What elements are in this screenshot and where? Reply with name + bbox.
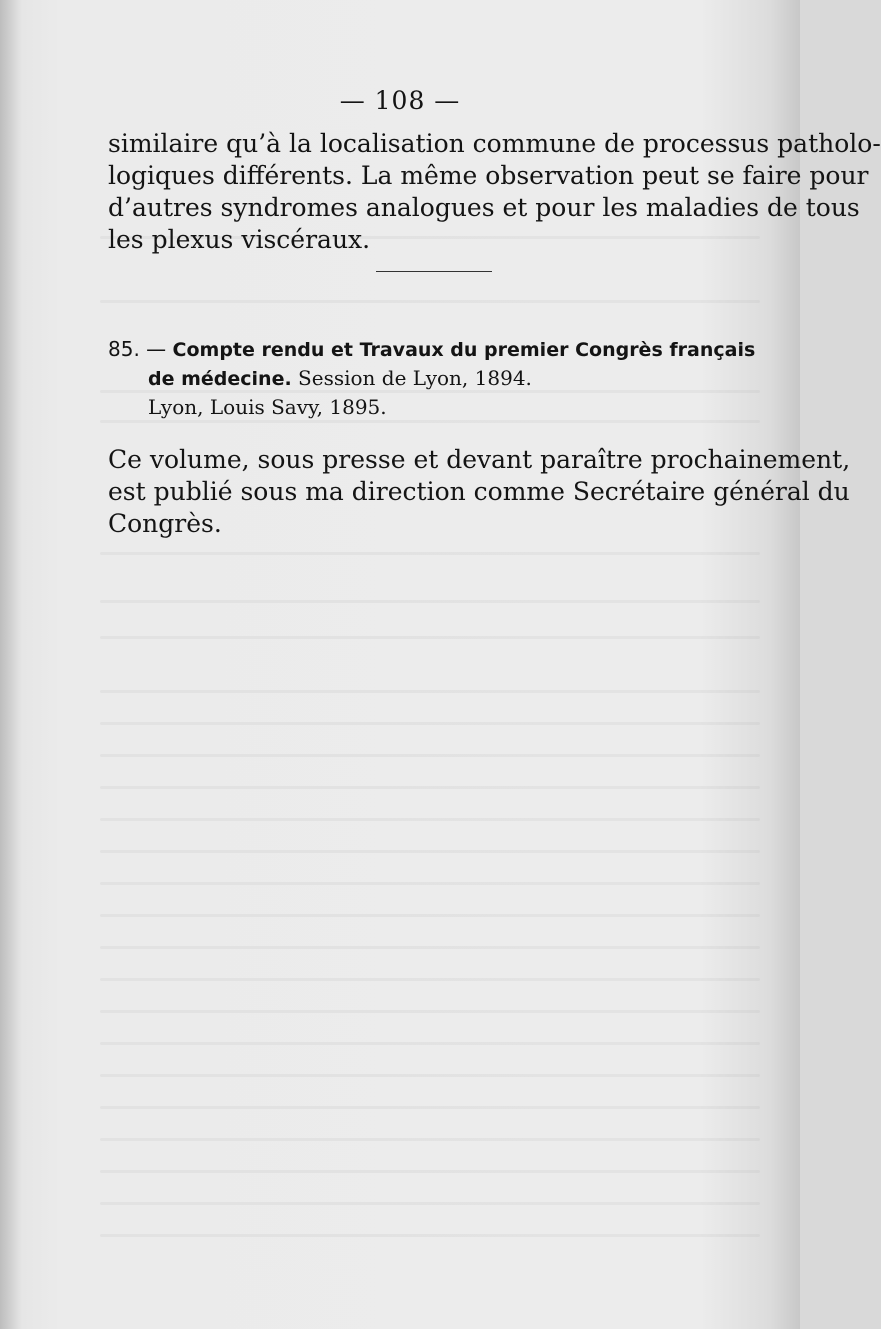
- bleed-through-line: [100, 600, 760, 603]
- text-line: similaire qu’à la localisation commune de processus patholo-: [108, 129, 881, 158]
- text-line: les plexus viscéraux.: [108, 225, 371, 254]
- bleed-through-line: [100, 1234, 760, 1237]
- entry-description: [108, 444, 851, 540]
- section-divider: [376, 271, 492, 272]
- bleed-through-line: [100, 722, 760, 725]
- entry-title: Compte rendu et Travaux du premier Congrès français: [172, 339, 756, 361]
- bleed-through-line: [100, 690, 760, 693]
- entry-publisher: Lyon, Louis Savy, 1895.: [148, 395, 387, 419]
- bleed-through-line: [100, 1138, 760, 1141]
- bleed-through-line: [100, 636, 760, 639]
- entry-second-line: [108, 364, 756, 393]
- bleed-through-line: [100, 818, 760, 821]
- bleed-through-line: [100, 754, 760, 757]
- entry-title-continuation: de médecine.: [148, 368, 292, 390]
- text-line: logiques différents. La même observation peut se faire pour: [108, 161, 869, 190]
- text-line: Congrès.: [108, 509, 222, 538]
- bleed-through-line: [100, 1074, 760, 1077]
- bleed-through-line: [100, 1170, 760, 1173]
- page-number: — 108 —: [339, 86, 461, 115]
- bleed-through-line: [100, 1042, 760, 1045]
- text-line: est publié sous ma direction comme Secrétaire général du: [108, 477, 850, 506]
- bleed-through-line: [100, 1010, 760, 1013]
- paragraph-continuation: [108, 128, 881, 256]
- entry-session: Session de Lyon, 1894.: [298, 366, 532, 390]
- bleed-through-line: [100, 786, 760, 789]
- bibliography-entry: [108, 335, 756, 421]
- entry-number: 85. —: [108, 337, 167, 361]
- bleed-through-line: [100, 978, 760, 981]
- bleed-through-line: [100, 1106, 760, 1109]
- entry-first-line: [108, 335, 756, 364]
- bleed-through-line: [100, 850, 760, 853]
- bleed-through-line: [100, 946, 760, 949]
- bleed-through-line: [100, 300, 760, 303]
- bleed-through-line: [100, 552, 760, 555]
- bleed-through-line: [100, 1202, 760, 1205]
- bleed-through-line: [100, 882, 760, 885]
- text-line: d’autres syndromes analogues et pour les maladies de tous: [108, 193, 860, 222]
- text-line: Ce volume, sous presse et devant paraître prochainement,: [108, 445, 851, 474]
- bleed-through-line: [100, 914, 760, 917]
